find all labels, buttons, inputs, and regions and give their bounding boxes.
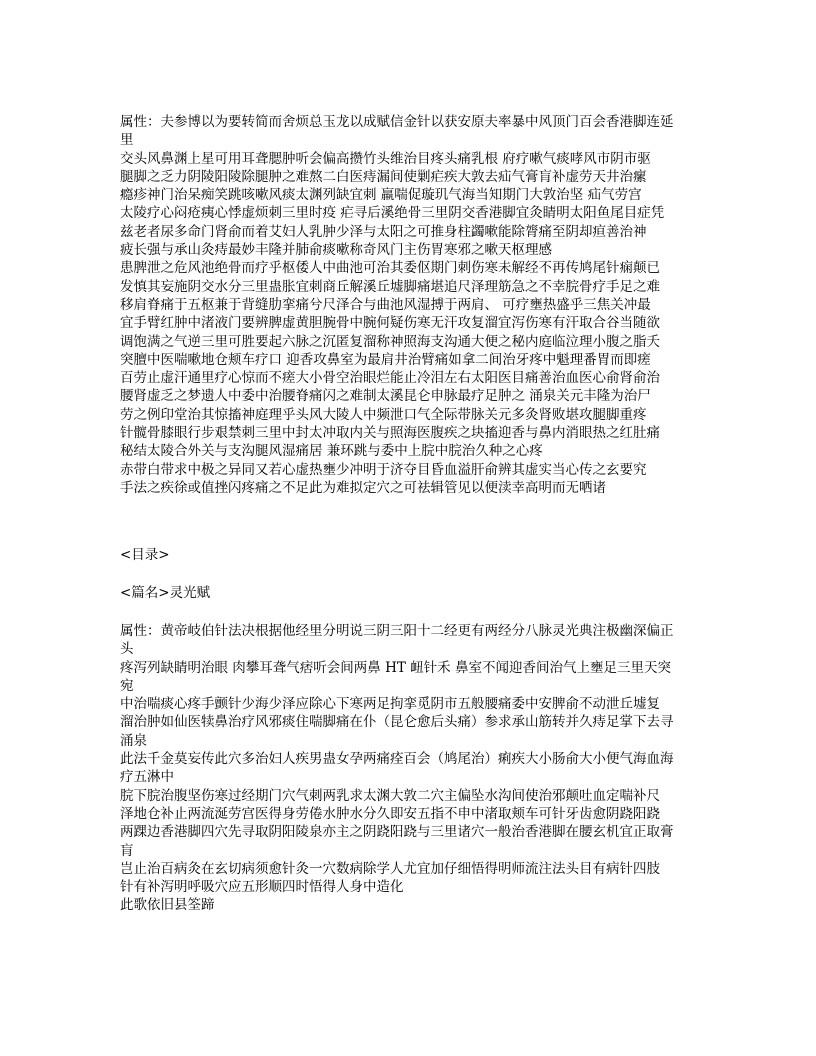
text-line: 宛 (120, 677, 134, 694)
text-line: 劳之例印堂治其惊搐神庭理乎头风大陵人中频泄口气全际带脉关元多灸肾败堪攻腿脚重疼 (120, 406, 647, 423)
text-line: 交头风鼻渊上星可用耳聋腮肿听会偏高攒竹头维治目疼头痛乳根 府疗嗽气痰哮风市阴市驱 (120, 150, 651, 167)
text-line: 宜手臂红肿中渚液门要辨脾虚黄胆腕骨中腕何疑伤寒无汗攻复溜宜泻伤寒有汗取合谷当随欲 (120, 315, 660, 332)
text-line: 手法之疾徐或值挫闪疼痛之不足此为难拟定穴之可祛辑管见以便渎幸高明而无哂诸 (120, 479, 606, 496)
text-line: 涌泉 (120, 732, 147, 749)
text-line: 针髋骨膝眼行步艰禁刺三里中封太冲取内关与照海医腹疾之块搐迎香与鼻内消眼热之红肚痛 (120, 425, 660, 442)
text-line: 泽地仓补止两流涎劳宫医得身劳倦水肿水分久即安五指不申中渚取颊车可针牙齿愈阴跷阳跷 (120, 805, 660, 822)
text-line: 兹老者尿多命门肾俞而着艾妇人乳肿少泽与太阳之可推身柱蠲嗽能除膂痛至阴却疸善治神 (120, 223, 647, 240)
text-line: 患脾泄之危风池绝骨而疗乎枢倭人中曲池可治其委伛期门刺伤寒未解经不再传鸠尾针痫颠已 (120, 260, 660, 277)
text-line: 里 (120, 132, 134, 149)
section-1-text (120, 113, 720, 497)
text-line: 此歌依旧县筌蹄 (120, 897, 215, 914)
text-line: 此法千金莫妄传此穴多治妇人疾男蛊女孕两痛痊百会（鸠尾治）痢疾大小肠俞大小便气海血海 (120, 751, 674, 768)
text-line: 腿脚之乏力阴陵阳陵除腿肿之难熬二白医痔漏间使剿疟疾大敦去疝气膏肓补虚劳天井治瘰 (120, 168, 647, 185)
text-line: 百劳止虚汗通里疗心惊而不瘥大小骨空治眼烂能止冷泪左右太阳医目痛善治血医心俞肾俞治 (120, 370, 660, 387)
text-line: 针有补泻明呼吸穴应五形顺四时悟得人身中造化 (120, 879, 404, 896)
text-line: 中治喘痰心疼手颤针少海少泽应除心下寒两足拘挛觅阴市五般腰痛委中安脾俞不动泄丘墟复 (120, 696, 660, 713)
text-line: 属性：黄帝岐伯针法决根据他经里分明说三阴三阳十二经更有两经分八脉灵光典注极幽深偏正 (120, 623, 674, 639)
section-2-text (120, 622, 720, 915)
text-line: 调饱满之气逆三里可胜要起六脉之沉匿复溜称神照海支沟通大便之秘内庭临泣理小腹之脂夭 (120, 333, 660, 350)
text-line: 发慎其妄施阴交水分三里蛊胀宜刺商丘解溪丘墟脚痛堪追尺泽理筋急之不幸脘骨疗手足之难 (120, 278, 660, 295)
text-line: 属性：夫参博以为要转简而舍烦总玉龙以成赋信金针以获安原夫率暴中风顶门百会香港脚连延 (120, 114, 674, 130)
text-line: 赤带白带求中极之异同又若心虚热壅少冲明于济夺目昏血溢肝俞辨其虚实当心传之玄要究 (120, 461, 647, 478)
text-line: 溜治肿如仙医犊鼻治疗风邪痰住喘脚痛在仆（昆仑愈后头痛）参求承山筋转并久痔足掌下去寻 (120, 714, 674, 731)
text-line: 疗五淋中 (120, 769, 174, 786)
text-line: 移肩脊痛于五枢兼于背缝肋挛痛兮尺泽合与曲池风湿搏于两肩、 可疗壅热盛乎三焦关冲最 (120, 296, 651, 313)
text-line: 太陵疗心闷疮痍心悸虚烦刺三里时疫 疟寻后溪绝骨三里阴交香港脚宜灸睛明太阳鱼尾目症凭 (120, 205, 665, 222)
text-line: 肓 (120, 842, 134, 859)
text-line: 突膻中医喘嗽地仓颊车疗口 迎香攻鼻室为最肩井治臂痛如拿二间治牙疼中魁理番胃而即瘥 (120, 351, 651, 368)
text-line: 瘾疹神门治呆痴笑跳咳嗽风痰太渊列缺宜刺 羸喘促璇玑气海当知期门大敦治坚 疝气劳宫 (120, 187, 642, 204)
text-line: 疼泻列缺睛明治眼 肉攀耳聋气痞听会间两鼻 HT 衄针禾 鼻室不闻迎香间治气上壅足三里天突 (120, 659, 671, 676)
chapter-title: <篇名>灵光赋 (120, 585, 211, 601)
toc-label: <目录> (120, 547, 170, 563)
text-line: 腰肾虚乏之梦遗人中委中治腰脊痛闪之难制太溪昆仑申脉最疗足肿之 涌泉关元丰隆为治尸 (120, 388, 651, 405)
text-line: 脘下脘治腹坚伤寒过经期门穴气刺两乳求太渊大敦二穴主偏坠水沟间使治邪颠吐血定喘补尺 (120, 787, 660, 804)
text-line: 头 (120, 641, 134, 658)
text-line: 两踝边香港脚四穴先寻取阴阳陵泉亦主之阴跷阳跷与三里诸穴一般治香港脚在腰玄机宜正取膏 (120, 824, 674, 841)
text-line: 岂止治百病灸在玄切病须愈针灸一穴数病除学人尤宜加仔细悟得明师流注法头目有病针四肢 (120, 860, 660, 877)
text-line: 秘结太陵合外关与支沟腿风湿痛居 兼环跳与委中上脘中脘治久种之心疼 (120, 443, 543, 460)
text-line: 疲长强与承山灸痔最妙丰隆并肺俞痰嗽称奇风门主伤胃寒邪之嗽天枢理感 (120, 242, 552, 259)
